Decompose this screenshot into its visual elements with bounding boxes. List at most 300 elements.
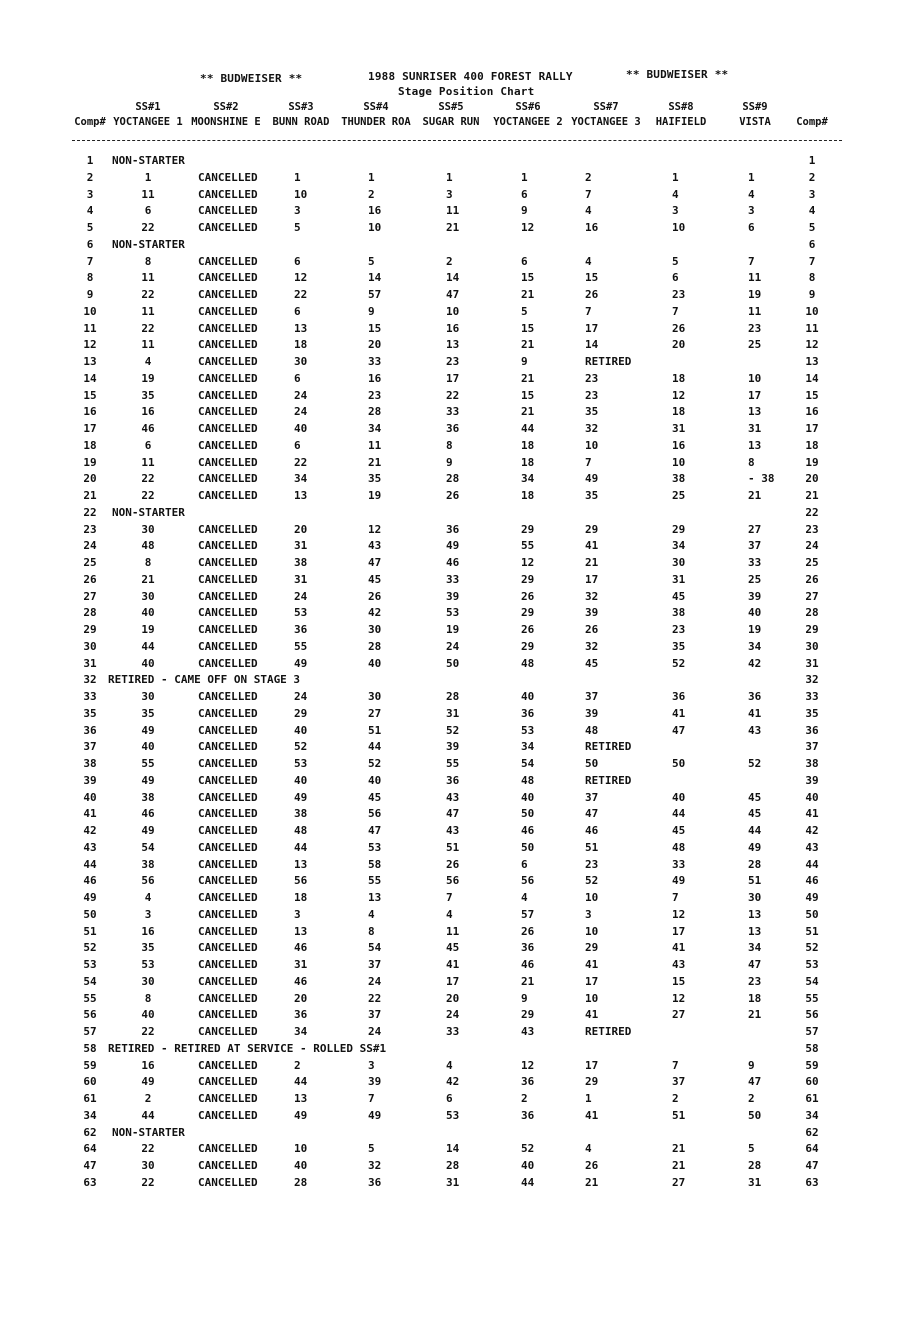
- col-header-comp-label: Comp#: [74, 116, 106, 128]
- cell-ss5: 36: [446, 522, 460, 536]
- cell-ss9: 11: [748, 304, 762, 318]
- table-row: [0, 255, 900, 272]
- cell-ss2: CANCELLED: [198, 639, 258, 653]
- col-header-ss7-num: SS#7: [593, 101, 619, 113]
- cell-ss7: 32: [585, 589, 599, 603]
- cell-ss6: 21: [521, 371, 535, 385]
- cell-ss9: 28: [748, 857, 762, 871]
- cell-ss5: 41: [446, 958, 460, 971]
- cell-ss4: 2: [368, 187, 375, 201]
- cell-ss8: 21: [672, 1142, 686, 1156]
- cell-comp: 8: [86, 271, 94, 285]
- cell-ss7: 1: [585, 1092, 592, 1105]
- cell-ss1: 49: [141, 773, 155, 787]
- cell-ss4: 11: [368, 438, 382, 452]
- cell-ss7: 26: [585, 623, 599, 636]
- cell-ss5: 16: [446, 321, 460, 335]
- cell-ss8: 36: [672, 690, 686, 703]
- cell-comp2: 13: [805, 355, 819, 368]
- cell-ss1: 35: [141, 706, 155, 720]
- cell-comp: 64: [83, 1142, 97, 1156]
- cell-comp2: 22: [805, 505, 819, 519]
- cell-ss9: 27: [748, 522, 762, 536]
- col-header-ss8-num: SS#8: [668, 101, 694, 113]
- cell-comp: 7: [86, 254, 94, 268]
- table-row: [0, 188, 900, 205]
- table-row: [0, 506, 900, 523]
- table-row: [0, 338, 900, 355]
- cell-ss9: 7: [748, 254, 755, 268]
- col-header-ss7: [566, 100, 646, 130]
- cell-comp2: 44: [805, 857, 819, 871]
- cell-comp: 55: [83, 991, 97, 1005]
- cell-ss4: 30: [368, 623, 382, 636]
- cell-ss5: 53: [446, 1108, 460, 1122]
- cell-ss1: 22: [141, 321, 155, 335]
- cell-ss6: 15: [521, 388, 535, 402]
- table-row: [0, 221, 900, 238]
- cell-ss8: 35: [672, 639, 686, 653]
- cell-ss5: 53: [446, 606, 460, 620]
- cell-comp: 39: [83, 773, 97, 787]
- cell-comp2: 58: [805, 1041, 819, 1055]
- cell-ss1: 40: [141, 1008, 155, 1022]
- cell-ss4: 10: [368, 221, 382, 234]
- table-row: [0, 1142, 900, 1159]
- table-row: [0, 422, 900, 439]
- cell-ss3: 6: [294, 254, 301, 268]
- col-header-ss2: [186, 100, 266, 130]
- cell-ss2: CANCELLED: [198, 723, 258, 737]
- cell-ss7: 49: [585, 472, 599, 486]
- cell-ss4: 7: [368, 1092, 375, 1105]
- cell-ss2: CANCELLED: [198, 1008, 258, 1022]
- cell-comp2: 50: [805, 907, 819, 921]
- cell-ss1: RETIRED - CAME OFF ON STAGE 3: [108, 673, 301, 687]
- cell-ss5: 14: [446, 1142, 460, 1156]
- header-divider: [72, 140, 842, 141]
- cell-ss6: 36: [521, 706, 535, 720]
- cell-ss9: 41: [748, 706, 762, 720]
- cell-ss8: 31: [672, 422, 686, 435]
- cell-ss3: 12: [294, 271, 308, 285]
- cell-ss1: 11: [141, 455, 155, 469]
- cell-ss4: 3: [368, 1058, 375, 1072]
- col-header-ss1: [108, 100, 188, 130]
- col-header-ss5: [416, 100, 486, 130]
- cell-comp: 23: [83, 522, 97, 536]
- cell-ss3: 13: [294, 321, 308, 335]
- cell-ss3: 30: [294, 355, 308, 368]
- cell-ss2: CANCELLED: [198, 371, 258, 385]
- cell-ss5: 4: [446, 907, 453, 921]
- cell-ss9: 23: [748, 321, 762, 335]
- table-row: [0, 623, 900, 640]
- cell-ss4: 47: [368, 824, 382, 837]
- cell-comp2: 38: [805, 757, 819, 770]
- cell-comp2: 42: [805, 824, 819, 837]
- cell-ss9: 39: [748, 589, 762, 603]
- cell-comp: 57: [83, 1025, 97, 1038]
- cell-ss6: 9: [521, 204, 528, 218]
- cell-ss8: 40: [672, 790, 686, 804]
- cell-comp2: 12: [805, 338, 819, 352]
- cell-ss3: 38: [294, 556, 308, 569]
- cell-ss5: 8: [446, 438, 453, 452]
- cell-ss4: 51: [368, 723, 382, 737]
- cell-ss7: 39: [585, 606, 599, 620]
- cell-ss1: 38: [141, 790, 155, 804]
- cell-ss4: 21: [368, 455, 382, 469]
- col-header-comp-right-label: Comp#: [796, 116, 828, 128]
- cell-ss3: 1: [294, 170, 301, 184]
- cell-ss9: - 38: [748, 472, 775, 486]
- col-header-ss1-name: YOCTANGEE 1: [113, 116, 183, 128]
- cell-ss9: 47: [748, 958, 762, 971]
- table-row: [0, 992, 900, 1009]
- cell-ss1: 22: [141, 1175, 155, 1189]
- cell-ss7: 7: [585, 187, 592, 201]
- cell-ss3: 3: [294, 204, 301, 218]
- cell-ss6: 12: [521, 221, 535, 234]
- sponsor-left: ** BUDWEISER **: [200, 72, 303, 85]
- cell-ss8: 23: [672, 623, 686, 636]
- cell-ss1: 30: [141, 974, 155, 988]
- cell-comp: 4: [86, 204, 94, 218]
- cell-ss5: 55: [446, 757, 460, 770]
- cell-ss5: 47: [446, 807, 460, 821]
- table-row: [0, 472, 900, 489]
- cell-comp: 2: [86, 170, 94, 184]
- cell-ss9: 52: [748, 757, 762, 770]
- table-row: [0, 858, 900, 875]
- cell-ss7: 2: [585, 170, 592, 184]
- cell-ss8: 18: [672, 371, 686, 385]
- cell-ss8: 20: [672, 338, 686, 352]
- cell-ss8: 49: [672, 874, 686, 888]
- cell-ss5: 52: [446, 723, 460, 737]
- table-row: [0, 305, 900, 322]
- cell-ss8: 44: [672, 807, 686, 821]
- table-row: [0, 171, 900, 188]
- cell-ss8: 50: [672, 757, 686, 770]
- cell-comp: 9: [86, 288, 94, 301]
- cell-ss7: 32: [585, 422, 599, 435]
- cell-ss5: 45: [446, 941, 460, 955]
- col-header-ss2-name: MOONSHINE E: [191, 116, 261, 128]
- cell-ss4: 43: [368, 539, 382, 553]
- cell-ss3: 40: [294, 773, 308, 787]
- cell-ss9: 44: [748, 824, 762, 837]
- cell-ss9: 17: [748, 388, 762, 402]
- cell-ss3: 53: [294, 606, 308, 620]
- cell-ss1: 40: [141, 606, 155, 620]
- cell-ss2: CANCELLED: [198, 489, 258, 502]
- cell-comp: 10: [83, 304, 97, 318]
- col-header-ss3: [266, 100, 336, 130]
- cell-ss3: 2: [294, 1058, 301, 1072]
- cell-ss1: 30: [141, 1159, 155, 1172]
- cell-ss5: 21: [446, 221, 460, 234]
- cell-comp2: 29: [805, 623, 819, 636]
- cell-comp: 56: [83, 1008, 97, 1022]
- cell-comp2: 17: [805, 422, 819, 435]
- cell-ss5: 33: [446, 572, 460, 586]
- table-row: [0, 707, 900, 724]
- cell-ss8: 31: [672, 572, 686, 586]
- cell-ss8: 45: [672, 824, 686, 837]
- col-header-ss6-num: SS#6: [515, 101, 541, 113]
- table-row: [0, 673, 900, 690]
- cell-ss9: 13: [748, 438, 762, 452]
- cell-ss6: 48: [521, 656, 535, 670]
- table-row: [0, 489, 900, 506]
- cell-ss1: 49: [141, 1075, 155, 1089]
- cell-ss3: 10: [294, 187, 308, 201]
- cell-ss1: 22: [141, 221, 155, 234]
- cell-ss5: 26: [446, 857, 460, 871]
- cell-ss8: 7: [672, 891, 679, 904]
- cell-ss6: 9: [521, 355, 528, 368]
- cell-ss4: 12: [368, 522, 382, 536]
- cell-ss4: 28: [368, 639, 382, 653]
- cell-ss4: 53: [368, 840, 382, 854]
- cell-ss6: 52: [521, 1142, 535, 1156]
- cell-ss7: RETIRED: [585, 740, 632, 754]
- cell-ss3: 53: [294, 757, 308, 770]
- cell-ss2: CANCELLED: [198, 572, 258, 586]
- cell-ss5: 39: [446, 589, 460, 603]
- cell-comp: 49: [83, 891, 97, 904]
- cell-comp: 51: [83, 924, 97, 938]
- cell-ss7: RETIRED: [585, 355, 632, 368]
- cell-comp2: 14: [805, 371, 819, 385]
- cell-comp2: 27: [805, 589, 819, 603]
- cell-ss6: 12: [521, 1058, 535, 1072]
- cell-comp2: 53: [805, 958, 819, 971]
- col-header-ss9: [720, 100, 790, 130]
- cell-ss1: NON-STARTER: [112, 154, 185, 167]
- cell-comp2: 4: [808, 204, 816, 218]
- cell-ss8: 7: [672, 1058, 679, 1072]
- cell-comp: 61: [83, 1092, 97, 1105]
- cell-ss1: 44: [141, 1108, 155, 1122]
- cell-comp: 35: [83, 706, 97, 720]
- cell-ss9: 33: [748, 556, 762, 569]
- table-row: [0, 573, 900, 590]
- table-row: [0, 288, 900, 305]
- cell-comp2: 52: [805, 941, 819, 955]
- cell-ss7: 48: [585, 723, 599, 737]
- cell-comp: 59: [83, 1058, 97, 1072]
- cell-ss5: 20: [446, 991, 460, 1005]
- cell-ss2: CANCELLED: [198, 857, 258, 871]
- cell-ss9: 21: [748, 489, 762, 502]
- cell-ss5: 3: [446, 187, 453, 201]
- cell-ss3: 20: [294, 991, 308, 1005]
- cell-comp: 32: [83, 673, 97, 687]
- cell-ss5: 4: [446, 1058, 453, 1072]
- cell-ss3: 6: [294, 438, 301, 452]
- cell-ss5: 11: [446, 204, 460, 218]
- cell-ss8: 52: [672, 656, 686, 670]
- cell-comp: 47: [83, 1159, 97, 1172]
- cell-ss6: 55: [521, 539, 535, 553]
- cell-ss2: CANCELLED: [198, 455, 258, 469]
- cell-ss2: CANCELLED: [198, 958, 258, 971]
- cell-ss3: 44: [294, 840, 308, 854]
- cell-ss6: 18: [521, 455, 535, 469]
- cell-ss1: 11: [141, 304, 155, 318]
- cell-ss5: 50: [446, 656, 460, 670]
- col-header-ss4-name: THUNDER ROA: [341, 116, 411, 128]
- document-subtitle: Stage Position Chart: [398, 85, 535, 98]
- cell-ss2: CANCELLED: [198, 891, 258, 904]
- cell-ss8: 38: [672, 472, 686, 486]
- cell-ss4: 30: [368, 690, 382, 703]
- cell-comp: 27: [83, 589, 97, 603]
- cell-ss7: 21: [585, 556, 599, 569]
- cell-comp2: 30: [805, 639, 819, 653]
- cell-ss6: 26: [521, 589, 535, 603]
- cell-ss1: 56: [141, 874, 155, 888]
- cell-ss6: 46: [521, 958, 535, 971]
- cell-ss7: 41: [585, 1008, 599, 1022]
- cell-ss9: 31: [748, 1175, 762, 1189]
- cell-ss6: 34: [521, 472, 535, 486]
- cell-ss6: 46: [521, 824, 535, 837]
- cell-ss3: 31: [294, 958, 308, 971]
- cell-ss3: 24: [294, 690, 308, 703]
- cell-ss7: 4: [585, 254, 592, 268]
- cell-ss5: 46: [446, 556, 460, 569]
- table-row: [0, 925, 900, 942]
- cell-ss8: 4: [672, 187, 679, 201]
- cell-ss1: 22: [141, 1025, 155, 1038]
- table-row: [0, 405, 900, 422]
- table-row: [0, 1059, 900, 1076]
- cell-ss2: CANCELLED: [198, 790, 258, 804]
- table-row: [0, 154, 900, 171]
- cell-ss8: 27: [672, 1175, 686, 1189]
- cell-ss3: 13: [294, 1092, 308, 1105]
- cell-ss4: 57: [368, 288, 382, 301]
- col-header-ss6-name: YOCTANGEE 2: [493, 116, 563, 128]
- cell-ss8: 10: [672, 455, 686, 469]
- cell-ss1: 22: [141, 1142, 155, 1156]
- cell-ss4: 35: [368, 472, 382, 486]
- cell-ss8: 12: [672, 907, 686, 921]
- cell-ss6: 56: [521, 874, 535, 888]
- cell-ss6: 29: [521, 522, 535, 536]
- cell-ss2: CANCELLED: [198, 204, 258, 218]
- table-row: [0, 757, 900, 774]
- cell-ss6: 21: [521, 405, 535, 419]
- cell-ss3: 34: [294, 1025, 308, 1038]
- cell-comp: 36: [83, 723, 97, 737]
- cell-ss9: 18: [748, 991, 762, 1005]
- cell-ss5: 17: [446, 371, 460, 385]
- cell-ss2: CANCELLED: [198, 355, 258, 368]
- cell-comp2: 2: [808, 170, 816, 184]
- col-header-ss4-num: SS#4: [363, 101, 389, 113]
- cell-ss6: 5: [521, 304, 528, 318]
- table-row: [0, 1109, 900, 1126]
- cell-ss7: 29: [585, 1075, 599, 1089]
- cell-ss5: 24: [446, 1008, 460, 1022]
- cell-ss4: 52: [368, 757, 382, 770]
- cell-ss2: CANCELLED: [198, 170, 258, 184]
- cell-ss4: 33: [368, 355, 382, 368]
- cell-ss2: CANCELLED: [198, 472, 258, 486]
- cell-ss6: 6: [521, 187, 528, 201]
- cell-ss9: 34: [748, 639, 762, 653]
- cell-ss4: 20: [368, 338, 382, 352]
- cell-ss2: CANCELLED: [198, 271, 258, 285]
- cell-ss1: 22: [141, 489, 155, 502]
- cell-comp: 22: [83, 505, 97, 519]
- cell-ss1: NON-STARTER: [112, 505, 185, 519]
- table-row: [0, 841, 900, 858]
- cell-comp2: 63: [805, 1175, 819, 1189]
- cell-ss2: CANCELLED: [198, 1075, 258, 1089]
- cell-ss7: 37: [585, 790, 599, 804]
- cell-ss3: 49: [294, 656, 308, 670]
- cell-ss6: 18: [521, 438, 535, 452]
- cell-ss4: 37: [368, 958, 382, 971]
- col-header-ss9-name: VISTA: [739, 116, 771, 128]
- cell-ss7: RETIRED: [585, 1025, 632, 1038]
- cell-ss6: 44: [521, 1175, 535, 1189]
- cell-ss3: 36: [294, 623, 308, 636]
- cell-ss2: CANCELLED: [198, 740, 258, 754]
- table-row: [0, 824, 900, 841]
- cell-comp2: 24: [805, 539, 819, 553]
- cell-ss7: 45: [585, 656, 599, 670]
- cell-ss7: 23: [585, 371, 599, 385]
- cell-comp: 52: [83, 941, 97, 955]
- cell-ss1: 6: [144, 204, 152, 218]
- cell-ss6: 36: [521, 1108, 535, 1122]
- cell-comp2: 51: [805, 924, 819, 938]
- cell-comp: 21: [83, 489, 97, 502]
- cell-comp: 33: [83, 690, 97, 703]
- cell-comp: 6: [86, 237, 94, 251]
- cell-ss1: 22: [141, 288, 155, 301]
- cell-ss1: 54: [141, 840, 155, 854]
- cell-ss5: 51: [446, 840, 460, 854]
- cell-ss6: 29: [521, 606, 535, 620]
- cell-ss2: CANCELLED: [198, 1175, 258, 1189]
- cell-ss3: 18: [294, 338, 308, 352]
- table-row: [0, 1159, 900, 1176]
- cell-ss4: 40: [368, 773, 382, 787]
- cell-ss8: 43: [672, 958, 686, 971]
- table-row: [0, 690, 900, 707]
- cell-ss1: 55: [141, 757, 155, 770]
- table-row: [0, 740, 900, 757]
- cell-ss2: CANCELLED: [198, 991, 258, 1005]
- cell-ss4: 39: [368, 1075, 382, 1089]
- cell-ss2: CANCELLED: [198, 1092, 258, 1105]
- cell-ss8: 47: [672, 723, 686, 737]
- cell-ss1: 46: [141, 807, 155, 821]
- cell-ss4: 9: [368, 304, 375, 318]
- cell-ss7: 51: [585, 840, 599, 854]
- cell-ss6: 57: [521, 907, 535, 921]
- cell-ss9: 49: [748, 840, 762, 854]
- cell-ss8: 10: [672, 221, 686, 234]
